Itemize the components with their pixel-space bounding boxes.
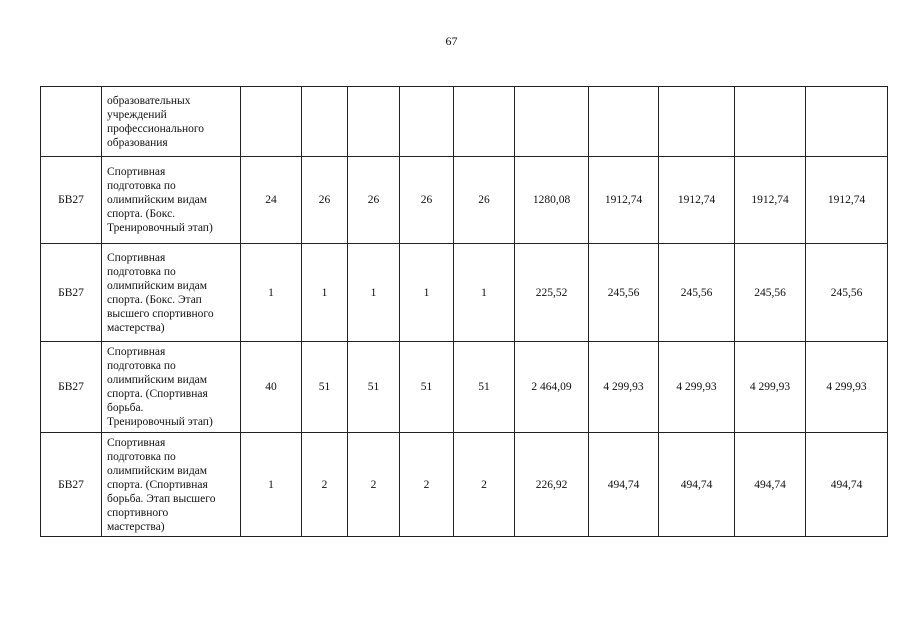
row-code — [41, 87, 102, 157]
count-cell: 26 — [400, 157, 454, 244]
count-cell: 24 — [241, 157, 302, 244]
row-name — [102, 244, 241, 342]
count-cell: 2 — [348, 433, 400, 537]
row-name-text: Спортивная подготовка по олимпийским видам спорта. (Бокс. Этап высшего спортивного мастерства) — [107, 251, 214, 334]
table-row — [41, 244, 888, 342]
count-cell: 26 — [348, 157, 400, 244]
row-name — [102, 87, 241, 157]
count-cell: 1 — [454, 244, 515, 342]
row-name — [102, 157, 241, 244]
count-cell — [400, 87, 454, 157]
amount-cell: 494,74 — [735, 433, 806, 537]
amount-cell: 1280,08 — [515, 157, 589, 244]
table-body — [41, 87, 888, 537]
row-name-text: Спортивная подготовка по олимпийским видам спорта. (Спортивная борьба. Тренировочный этап) — [107, 346, 213, 428]
count-cell: 51 — [302, 342, 348, 433]
amount-cell — [515, 87, 589, 157]
table-row — [41, 87, 888, 157]
amount-cell: 225,52 — [515, 244, 589, 342]
amount-cell: 226,92 — [515, 433, 589, 537]
amount-cell: 4 299,93 — [589, 342, 659, 433]
count-cell: 26 — [302, 157, 348, 244]
count-cell: 51 — [454, 342, 515, 433]
count-cell: 1 — [348, 244, 400, 342]
amount-cell: 494,74 — [806, 433, 888, 537]
amount-cell: 1912,74 — [659, 157, 735, 244]
amount-cell: 4 299,93 — [735, 342, 806, 433]
row-code: БВ27 — [41, 433, 102, 537]
count-cell: 2 — [454, 433, 515, 537]
count-cell: 40 — [241, 342, 302, 433]
amount-cell: 4 299,93 — [806, 342, 888, 433]
amount-cell — [589, 87, 659, 157]
amount-cell: 1912,74 — [589, 157, 659, 244]
count-cell: 51 — [400, 342, 454, 433]
amount-cell: 494,74 — [659, 433, 735, 537]
row-name-text: Спортивная подготовка по олимпийским видам спорта. (Бокс. Тренировочный этап) — [107, 166, 213, 234]
budget-table — [40, 86, 888, 537]
amount-cell: 1912,74 — [806, 157, 888, 244]
table-row — [41, 433, 888, 537]
row-code: БВ27 — [41, 244, 102, 342]
row-code: БВ27 — [41, 342, 102, 433]
amount-cell: 494,74 — [589, 433, 659, 537]
page-number: 67 — [445, 34, 458, 48]
count-cell: 2 — [400, 433, 454, 537]
amount-cell — [735, 87, 806, 157]
amount-cell — [806, 87, 888, 157]
amount-cell: 2 464,09 — [515, 342, 589, 433]
count-cell — [454, 87, 515, 157]
count-cell: 1 — [400, 244, 454, 342]
amount-cell: 245,56 — [589, 244, 659, 342]
amount-cell: 4 299,93 — [659, 342, 735, 433]
count-cell: 1 — [241, 433, 302, 537]
count-cell: 51 — [348, 342, 400, 433]
row-name-text: образовательных учреждений профессионального образования — [107, 94, 205, 149]
row-name — [102, 433, 241, 537]
amount-cell — [659, 87, 735, 157]
count-cell: 26 — [454, 157, 515, 244]
row-name — [102, 342, 241, 433]
count-cell: 1 — [241, 244, 302, 342]
amount-cell: 245,56 — [806, 244, 888, 342]
count-cell: 1 — [302, 244, 348, 342]
count-cell — [302, 87, 348, 157]
amount-cell: 245,56 — [735, 244, 806, 342]
table-row — [41, 157, 888, 244]
amount-cell: 1912,74 — [735, 157, 806, 244]
count-cell — [241, 87, 302, 157]
row-code: БВ27 — [41, 157, 102, 244]
row-name-text: Спортивная подготовка по олимпийским видам спорта. (Спортивная борьба. Этап высшего спортивного мастерства) — [107, 436, 216, 533]
count-cell: 2 — [302, 433, 348, 537]
table-row — [41, 342, 888, 433]
amount-cell: 245,56 — [659, 244, 735, 342]
count-cell — [348, 87, 400, 157]
